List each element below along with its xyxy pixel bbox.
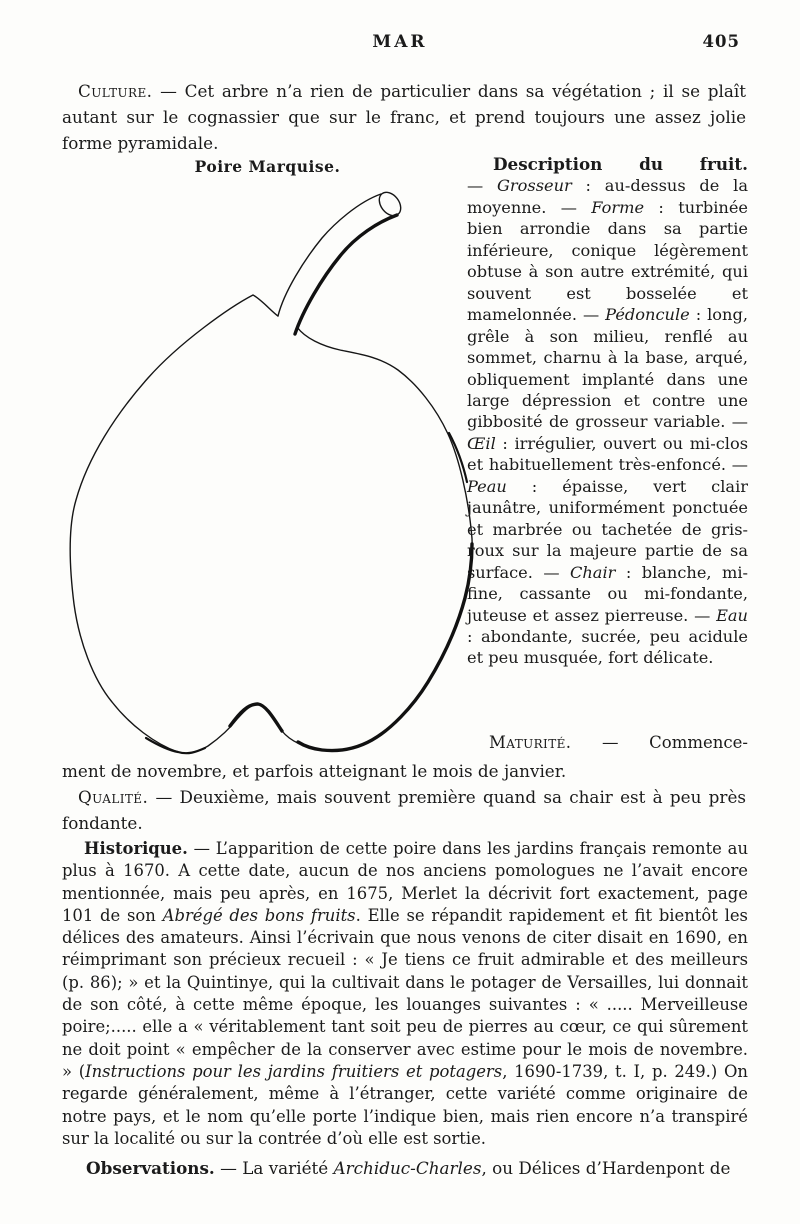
qualite-paragraph xyxy=(62,784,746,836)
text-segment: Eau xyxy=(716,605,748,625)
text-segment: : au-dessus de la moyenne. — xyxy=(467,176,748,217)
maturite-paragraph-rest: ment de novembre, et parfois atteignant le mois de janvier. xyxy=(62,761,567,781)
page-number: 405 xyxy=(702,32,740,51)
observations-paragraph xyxy=(62,1155,748,1181)
maturite-start-text: — Commence- xyxy=(571,733,748,752)
text-segment: , ou Délices d’Hardenpont de xyxy=(481,1158,731,1178)
shading-bottom-right xyxy=(298,544,472,751)
text-segment: Grosseur xyxy=(496,176,572,196)
maturite-label: Maturité. xyxy=(489,733,572,752)
qualite-label: Qualité. xyxy=(78,787,149,807)
text-segment: — La variété xyxy=(214,1158,334,1178)
text-segment: — xyxy=(467,176,497,196)
text-segment: Instructions pour les jardins fruitiers et potagers xyxy=(85,1061,503,1081)
culture-text: — Cet arbre n’a rien de particulier dans sa végétation ; il se plaît autant sur le cognassier que sur le franc, et prend toujours une assez jolie forme pyramidale. xyxy=(62,81,746,153)
text-segment: Œil xyxy=(467,433,496,453)
running-head: MAR xyxy=(372,32,428,52)
culture-paragraph xyxy=(62,78,746,156)
text-segment: : irrégulier, ouvert ou mi-clos et habituellement très-enfoncé. — xyxy=(467,433,748,475)
historique-text xyxy=(62,839,748,1148)
description-heading: Description du fruit. xyxy=(493,154,748,174)
text-segment: Chair xyxy=(569,562,616,582)
pear-stalk-left-edge xyxy=(278,194,381,316)
description-column xyxy=(467,154,748,669)
pear-stalk-cut-end xyxy=(375,188,405,220)
pear-illustration xyxy=(60,182,480,764)
pear-body-outline xyxy=(70,295,472,753)
maturite-paragraph-start xyxy=(467,731,748,755)
text-segment: : épaisse, vert clair jaunâtre, uniformément ponctuée et marbrée ou tachetée de gris-roux sur la majeure partie de sa surface. — xyxy=(467,476,748,582)
qualite-text: — Deuxième, mais souvent première quand sa chair est à peu près fondante. xyxy=(62,787,746,833)
text-segment: : abondante, sucrée, peu acidule et peu musquée, fort délicate. xyxy=(467,626,748,668)
shading-right-upper xyxy=(449,433,467,482)
text-segment: Peau xyxy=(467,476,507,496)
shading-bottom-bump xyxy=(230,704,282,731)
text-segment: , 1690-1739, t. I, p. 249.) On regarde généralement, même à l’étranger, cette variété comme originaire de notre pays, et le nom qu’elle porte l’indique bien, mais rien encore n’a transpiré sur la localité ou sur la contrée d’où elle est sortie. xyxy=(62,1061,748,1148)
text-segment: Pédoncule xyxy=(605,305,690,325)
text-segment: — L’apparition de cette poire dans les jardins français remonte au plus à 1670. A cette date, aucun de nos anciens pomologues ne l’avait encore mentionnée, mais peu après, en 1675, Merlet la décrivit fort exactement, page 101 de son xyxy=(62,839,748,925)
culture-label: Culture. xyxy=(78,81,153,101)
figure-caption: Poire Marquise. xyxy=(194,157,341,176)
text-segment: Abrégé des bons fruits xyxy=(162,905,356,925)
text-segment: . Elle se répandit rapidement et fit bientôt les délices des amateurs. Ainsi l’écrivain que nous venons de citer disait en 1690, en réimprimant son précieux recueil : « Je tiens ce fruit admirable et des meilleurs (p. 86); » et la Quintinye, qui la cultivait dans le potager de Versailles, lui donnait de son côté, à cette même époque, les louanges suivantes : « ..... Merveilleuse poire;..... elle a « véritablement tant soit peu de pierres au cœur, ce qui sûrement ne doit point « empêcher de la conserver avec estime pour le mois de novembre. » ( xyxy=(62,905,748,1081)
observations-text xyxy=(215,1158,731,1178)
observations-label: Observations. xyxy=(86,1158,215,1178)
text-segment: : turbinée bien arrondie dans sa partie inférieure, conique légèrement obtuse à son autre extrémité, qui souvent est bosselée et mamelonnée. — xyxy=(467,197,748,325)
text-segment: Forme xyxy=(591,197,645,217)
text-segment: : blanche, mi-fine, cassante ou mi-fondante, juteuse et assez pierreuse. — xyxy=(467,562,748,625)
historique-label: Historique. xyxy=(84,839,188,858)
text-segment: Archiduc-Charles xyxy=(333,1158,482,1178)
historique-paragraph xyxy=(62,838,748,1150)
pear-stalk-right-edge xyxy=(295,215,397,334)
text-segment: : long, grêle à son milieu, renflé au sommet, charnu à la base, arqué, obliquement implanté dans une large dépression et contre une gibbosité de grosseur variable. — xyxy=(467,305,748,432)
description-text xyxy=(467,175,748,668)
